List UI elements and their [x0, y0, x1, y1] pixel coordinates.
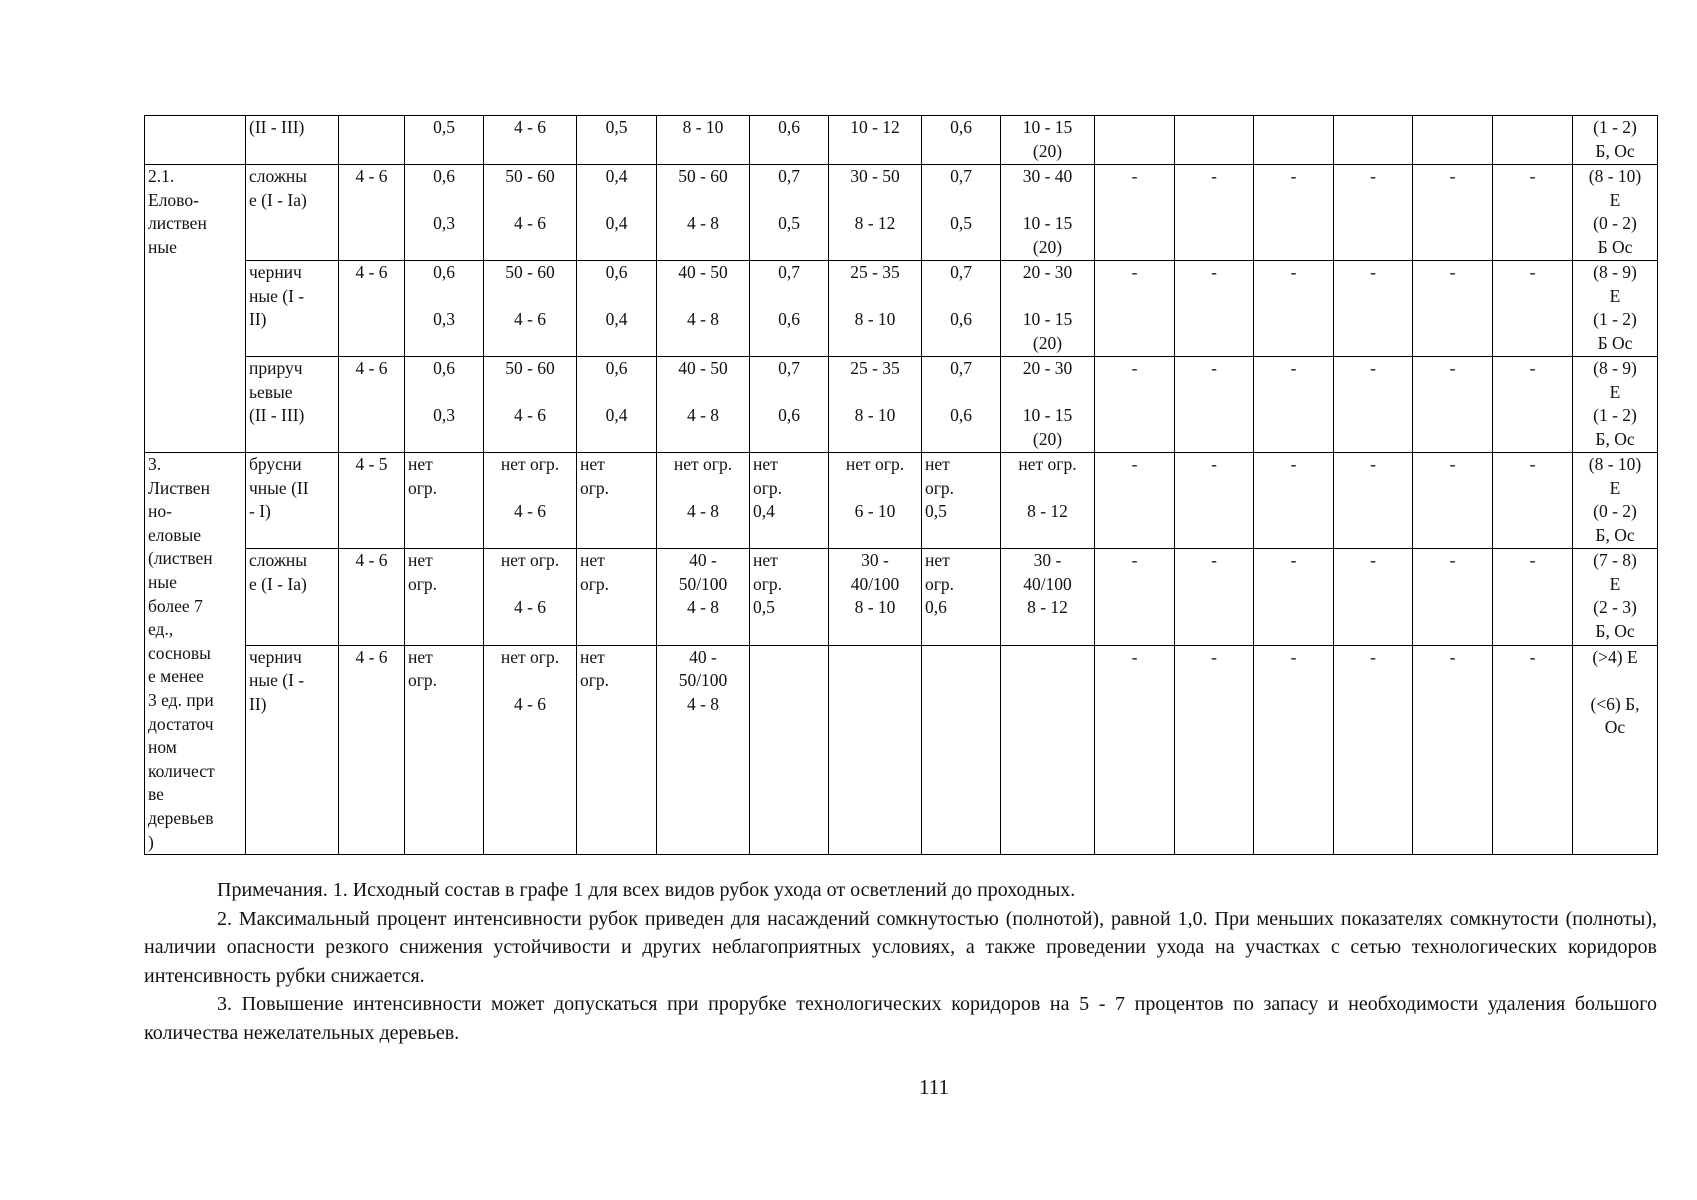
table-cell: нет огр.: [405, 453, 484, 549]
table-cell: -: [1175, 549, 1254, 645]
table-cell: 0,6 0,3: [405, 165, 484, 261]
table-cell: 8 - 10: [657, 116, 750, 165]
table-cell: 4 - 6: [339, 165, 405, 261]
table-cell: брусни чные (II - I): [246, 453, 339, 549]
table-cell: -: [1413, 453, 1493, 549]
table-cell: [1175, 116, 1254, 165]
table-cell: 4 - 5: [339, 453, 405, 549]
table-cell: -: [1413, 261, 1493, 357]
table-cell: нет огр. 8 - 12: [1001, 453, 1095, 549]
table-cell: -: [1493, 261, 1573, 357]
table-cell: [1254, 116, 1334, 165]
note-3: 3. Повышение интенсивности может допускаться при прорубке технологических коридоров на 5 - 7 процентов по запасу и необходимости удаления большого количества нежелательных деревьев.: [144, 993, 1657, 1044]
table-cell: [1413, 116, 1493, 165]
table-cell: 4 - 6: [484, 116, 577, 165]
table-cell: 0,4 0,4: [577, 165, 657, 261]
table-cell: сложны е (I - Ia): [246, 549, 339, 645]
table-cell: [1334, 116, 1413, 165]
table-cell: 20 - 30 10 - 15 (20): [1001, 261, 1095, 357]
table-cell: нет огр. 0,6: [922, 549, 1001, 645]
table-cell: нет огр. 4 - 6: [484, 645, 577, 855]
table-cell: нет огр. 4 - 6: [484, 549, 577, 645]
table-cell: 4 - 6: [339, 261, 405, 357]
table-cell: -: [1334, 453, 1413, 549]
table-cell: 4 - 6: [339, 549, 405, 645]
table-cell: -: [1493, 165, 1573, 261]
table-cell: -: [1493, 453, 1573, 549]
table-cell: 50 - 60 4 - 6: [484, 165, 577, 261]
table-cell: (1 - 2) Б, Ос: [1573, 116, 1658, 165]
table-cell: [1493, 116, 1573, 165]
table-cell: -: [1493, 645, 1573, 855]
page-number: 111: [919, 1075, 949, 1099]
table-row: [145, 453, 1658, 549]
table-cell: -: [1175, 357, 1254, 453]
table-cell: -: [1175, 261, 1254, 357]
table-cell: нет огр.: [405, 645, 484, 855]
table-cell: (8 - 9) Е (1 - 2) Б, Ос: [1573, 357, 1658, 453]
table-cell: 2.1. Елово- листвен ные: [145, 165, 246, 453]
note-2: 2. Максимальный процент интенсивности рубок приведен для насаждений сомкнутостью (полнотой), равной 1,0. При меньших показателях сомкнутости (полноты), наличии опасности резкого снижения устойчивости и других неблагоприятных условиях, а также проведении ухода на участках с сетью технологических коридоров интенсивность рубки снижается.: [144, 907, 1657, 987]
table-cell: [339, 116, 405, 165]
table-cell: 3. Листвен но- еловые (листвен ные более 7 ед., сосновы е менее 3 ед. при достаточ ном количест ве деревьев ): [145, 453, 246, 855]
table-cell: -: [1254, 453, 1334, 549]
table-cell: нет огр.: [577, 453, 657, 549]
table-row: [145, 357, 1658, 453]
table-cell: 0,7 0,6: [750, 261, 829, 357]
table-cell: (8 - 9) Е (1 - 2) Б Ос: [1573, 261, 1658, 357]
table-cell: нет огр. 0,4: [750, 453, 829, 549]
table-cell: нет огр. 0,5: [750, 549, 829, 645]
table-cell: -: [1095, 645, 1175, 855]
table-cell: -: [1334, 357, 1413, 453]
table-cell: нет огр. 0,5: [922, 453, 1001, 549]
table-cell: -: [1413, 549, 1493, 645]
table-cell: 0,5: [405, 116, 484, 165]
table-cell: 0,6: [922, 116, 1001, 165]
table-cell: 10 - 12: [829, 116, 922, 165]
table-cell: 10 - 15 (20): [1001, 116, 1095, 165]
table-cell: (>4) Е (<6) Б, Ос: [1573, 645, 1658, 855]
table-cell: -: [1334, 645, 1413, 855]
table-cell: -: [1095, 261, 1175, 357]
table-row: [145, 116, 1658, 165]
forestry-thinning-table: [144, 115, 1658, 855]
table-cell: 20 - 30 10 - 15 (20): [1001, 357, 1095, 453]
table-cell: -: [1493, 549, 1573, 645]
table-cell: -: [1413, 165, 1493, 261]
table-cell: -: [1413, 645, 1493, 855]
table-cell: -: [1095, 549, 1175, 645]
table-cell: 50 - 60 4 - 6: [484, 261, 577, 357]
table-cell: (7 - 8) Е (2 - 3) Б, Ос: [1573, 549, 1658, 645]
table-cell: 0,7 0,5: [750, 165, 829, 261]
table-cell: нет огр.: [577, 549, 657, 645]
table-cell: 25 - 35 8 - 10: [829, 261, 922, 357]
table-row: [145, 549, 1658, 645]
table-cell: -: [1175, 453, 1254, 549]
table-cell: (8 - 10) Е (0 - 2) Б Ос: [1573, 165, 1658, 261]
table-cell: 0,6 0,4: [577, 261, 657, 357]
table-cell: -: [1095, 357, 1175, 453]
table-cell: 0,6 0,3: [405, 357, 484, 453]
table-cell: -: [1493, 357, 1573, 453]
table-cell: [145, 116, 246, 165]
table-cell: 30 - 40 10 - 15 (20): [1001, 165, 1095, 261]
table-cell: -: [1254, 261, 1334, 357]
table-row: [145, 165, 1658, 261]
table-cell: прируч ьевые (II - III): [246, 357, 339, 453]
table-cell: нет огр. 4 - 8: [657, 453, 750, 549]
table-cell: -: [1334, 549, 1413, 645]
table-cell: -: [1254, 645, 1334, 855]
table-cell: 40 - 50/100 4 - 8: [657, 549, 750, 645]
table-cell: 50 - 60 4 - 6: [484, 357, 577, 453]
notes-section: [144, 876, 1657, 1047]
table-cell: (II - III): [246, 116, 339, 165]
table-cell: 0,6 0,3: [405, 261, 484, 357]
table-cell: -: [1095, 453, 1175, 549]
table-cell: 0,7 0,6: [922, 357, 1001, 453]
table-cell: 0,7 0,5: [922, 165, 1001, 261]
table-cell: сложны е (I - Ia): [246, 165, 339, 261]
table-cell: [1095, 116, 1175, 165]
table-cell: -: [1254, 549, 1334, 645]
table-cell: чернич ные (I - II): [246, 645, 339, 855]
table-cell: -: [1175, 645, 1254, 855]
table-cell: -: [1334, 261, 1413, 357]
table-cell: (8 - 10) Е (0 - 2) Б, Ос: [1573, 453, 1658, 549]
table-cell: -: [1413, 357, 1493, 453]
table-cell: 4 - 6: [339, 645, 405, 855]
table-body: [145, 116, 1658, 855]
table-cell: 50 - 60 4 - 8: [657, 165, 750, 261]
table-cell: 0,6: [750, 116, 829, 165]
table-cell: [1001, 645, 1095, 855]
table-cell: 30 - 40/100 8 - 12: [1001, 549, 1095, 645]
table-cell: нет огр.: [577, 645, 657, 855]
table-cell: 0,7 0,6: [750, 357, 829, 453]
table-cell: [922, 645, 1001, 855]
table-cell: 30 - 40/100 8 - 10: [829, 549, 922, 645]
table-cell: 40 - 50 4 - 8: [657, 261, 750, 357]
table-cell: [750, 645, 829, 855]
table-cell: -: [1254, 357, 1334, 453]
table-cell: 0,7 0,6: [922, 261, 1001, 357]
table-cell: -: [1095, 165, 1175, 261]
table-cell: нет огр.: [405, 549, 484, 645]
table-cell: -: [1334, 165, 1413, 261]
table-cell: нет огр. 4 - 6: [484, 453, 577, 549]
table-cell: 40 - 50 4 - 8: [657, 357, 750, 453]
note-1: Примечания. 1. Исходный состав в графе 1 для всех видов рубок ухода от осветлений до проходных.: [217, 879, 1076, 901]
table-cell: -: [1254, 165, 1334, 261]
table-cell: 0,5: [577, 116, 657, 165]
table-cell: 30 - 50 8 - 12: [829, 165, 922, 261]
table-cell: нет огр. 6 - 10: [829, 453, 922, 549]
table-cell: 40 - 50/100 4 - 8: [657, 645, 750, 855]
table-cell: чернич ные (I - II): [246, 261, 339, 357]
table-cell: [829, 645, 922, 855]
table-cell: -: [1175, 165, 1254, 261]
table-row: [145, 645, 1658, 855]
table-cell: 0,6 0,4: [577, 357, 657, 453]
table-cell: 4 - 6: [339, 357, 405, 453]
table-cell: 25 - 35 8 - 10: [829, 357, 922, 453]
table-row: [145, 261, 1658, 357]
